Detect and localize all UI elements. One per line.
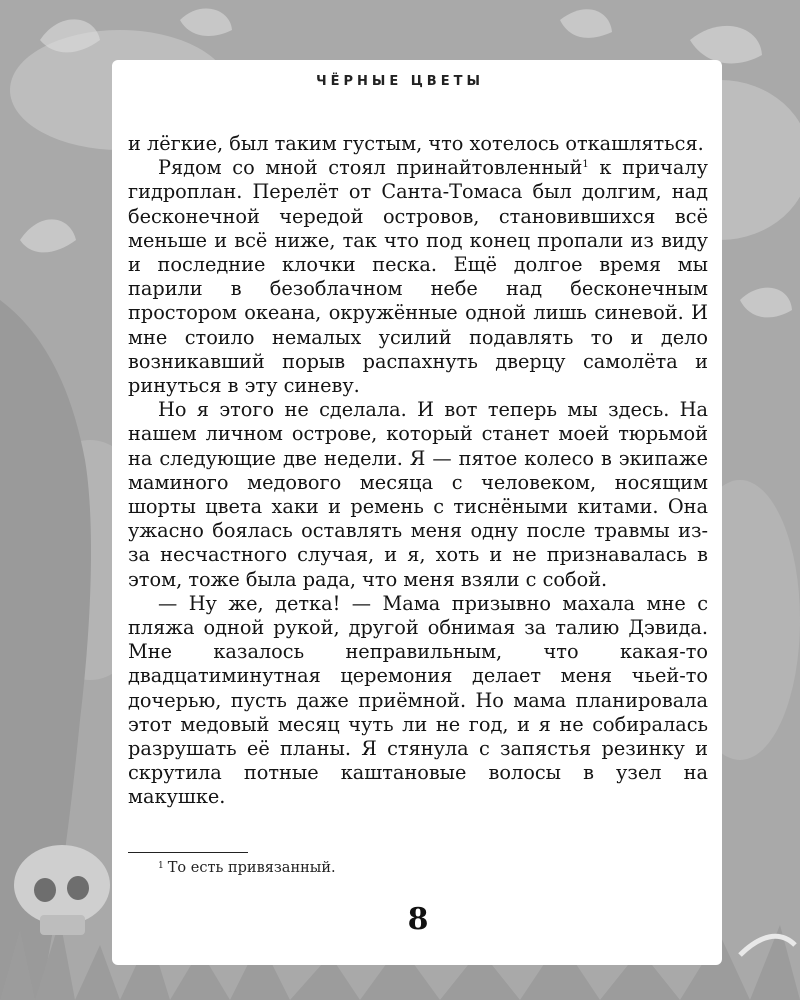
paragraph	[128, 156, 708, 398]
footnote-divider	[128, 852, 248, 853]
footnote-reference[interactable]: 1	[582, 159, 589, 171]
paragraph-text: Рядом со мной стоял принайтовленный	[158, 156, 583, 180]
running-head: ЧЁРНЫЕ ЦВЕТЫ	[316, 74, 484, 89]
footnote	[158, 860, 698, 876]
footnote-mark: 1	[158, 861, 164, 871]
body-text	[128, 132, 708, 810]
footnote-text: То есть привязанный.	[167, 860, 336, 876]
paragraph: — Ну же, детка! — Мама призывно махала мне с пляжа одной рукой, другой обнимая за талию Дэвида. Мне казалось неправильным, что какая-то двадцатиминутная церемония делает меня чьей-то дочерью, пусть даже приёмной. Но мама планировала этот медовый месяц чуть ли не год, и я не собиралась разрушать её планы. Я стянула с запястья резинку и скрутила потные каштановые волосы в узел на макушке.	[128, 591, 708, 809]
paragraph: Но я этого не сделала. И вот теперь мы здесь. На нашем личном острове, который станет моей тюрьмой на следующие две недели. Я — пятое колесо в экипаже маминого медового месяца с человеком, носящим шорты цвета хаки и ремень с тиснёными китами. Она ужасно боялась оставлять меня одну после травмы из-за несчастного случая, и я, хоть и не признавалась в этом, тоже была рада, что меня взяли с собой.	[128, 398, 708, 591]
paragraph: и лёгкие, был таким густым, что хотелось откашляться.	[128, 132, 704, 155]
paragraph-text: к причалу гидроплан. Перелёт от Санта-Томаса был долгим, над бесконечной чередой островов, становившихся всё меньше и всё ниже, так что под конец пропали из виду и последние клочки песка. Ещё долгое время мы парили в безоблачном небе над бесконечным простором океана, окружённые одной лишь синевой. И мне стоило немалых усилий подавлять то и дело возникавший порыв распахнуть дверцу самолёта и ринуться в эту синеву.	[128, 156, 708, 398]
page-number: 8	[407, 902, 429, 937]
